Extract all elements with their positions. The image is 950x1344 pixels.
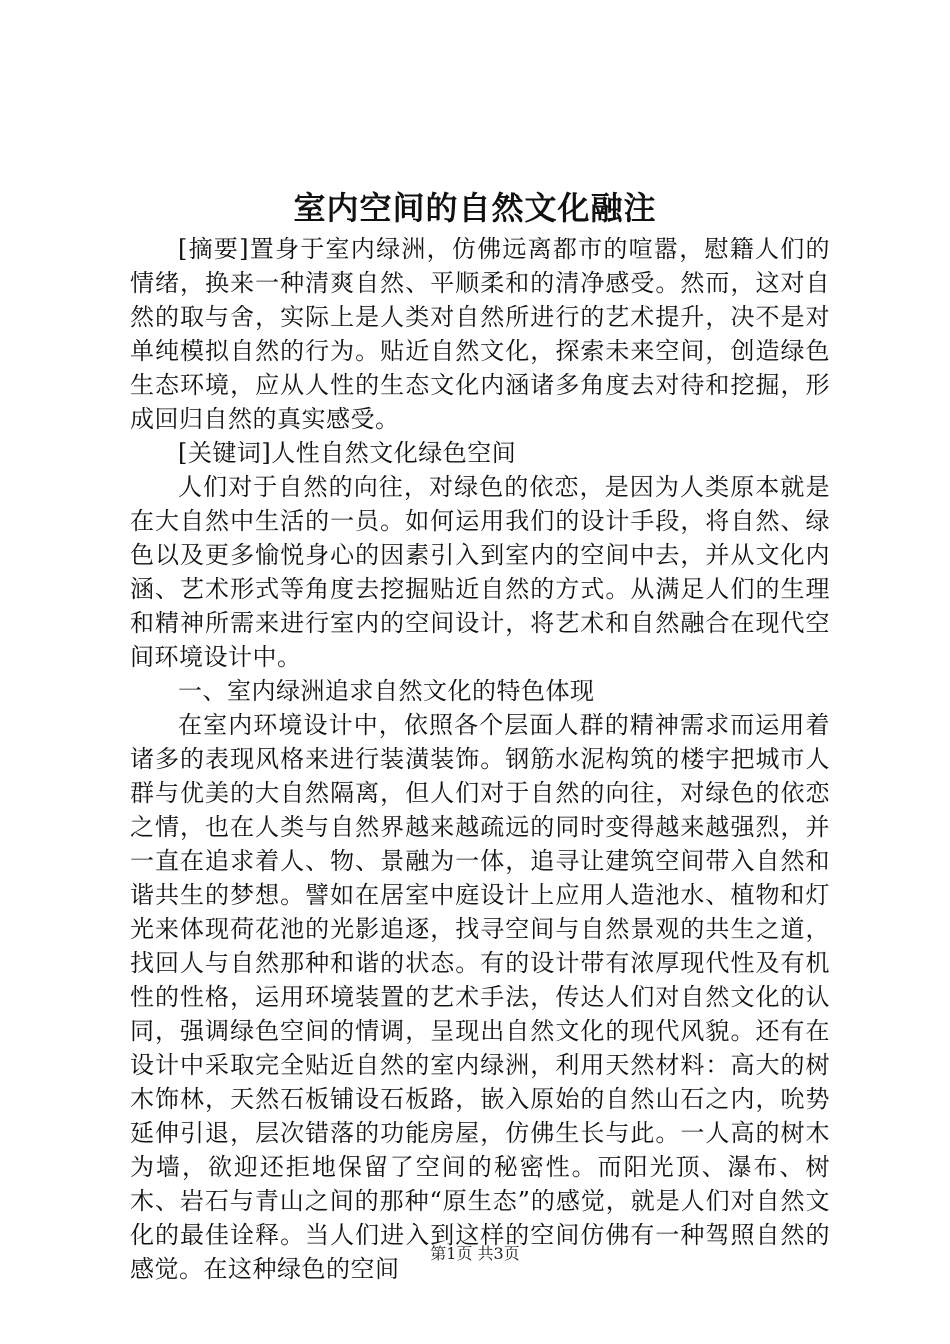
keywords-paragraph: [关键词]人性自然文化绿色空间 [178,439,517,467]
section-heading: 一、室内绿洲追求自然文化的特色体现 [178,677,595,705]
section-paragraph: 在室内环境设计中，依照各个层面人群的精神需求而运用着诸多的表现风格来进行装潢装饰。钢筋水泥构筑的楼宇把城市人群与优美的大自然隔离，但人们对于自然的向往，对绿色的依恋之情，也在人类与自然界越来越疏远的同时变得越来越强烈，并一直在追求着人、物、景融为一体，追寻让建筑空间带入自然和谐共生的梦想。譬如在居室中庭设计上应用人造池水、植物和灯光来体现荷花池的光影追逐，找寻空间与自然景观的共生之道，找回人与自然那种和谐的状态。有的设计带有浓厚现代性及有机性的性格，运用环境装置的艺术手法，传达人们对自然文化的认同，强调绿色空间的情调，呈现出自然文化的现代风貌。还有在设计中采取完全贴近自然的室内绿洲，利用天然材料：高大的树木饰林，天然石板铺设石板路，嵌入原始的自然山石之内，吮势延伸引退，层次错落的功能房屋，仿佛生长与此。一人高的树木为墙，欲迎还拒地保留了空间的秘密性。而阳光顶、瀑布、树木、岩石与青山之间的那种“原生态”的感觉，就是人们对自然文化的最佳诠释。当人们进入到这样的空间仿佛有一种驾照自然的感觉。在这种绿色的空间 [130,711,830,1283]
intro-paragraph: 人们对于自然的向往，对绿色的依恋，是因为人类原本就是在大自然中生活的一员。如何运用我们的设计手段，将自然、绿色以及更多愉悦身心的因素引入到室内的空间中去，并从文化内涵、艺术形式等角度去挖掘贴近自然的方式。从满足人们的生理和精神所需来进行室内的空间设计，将艺术和自然融合在现代空间环境设计中。 [130,473,830,671]
page-footer: 第1页 共3页 [430,1244,520,1263]
abstract-paragraph: [摘要]置身于室内绿洲，仿佛远离都市的喧嚣，慰籍人们的情绪，换来一种清爽自然、平顺柔和的清净感受。然而，这对自然的取与舍，实际上是人类对自然所进行的艺术提升，决不是对单纯模拟自然的行为。贴近自然文化，探索未来空间，创造绿色生态环境，应从人性的生态文化内涵诸多角度去对待和挖掘，形成回归自然的真实感受。 [130,235,830,433]
document-title: 室内空间的自然文化融注 [293,189,657,227]
document-body [130,232,830,1286]
